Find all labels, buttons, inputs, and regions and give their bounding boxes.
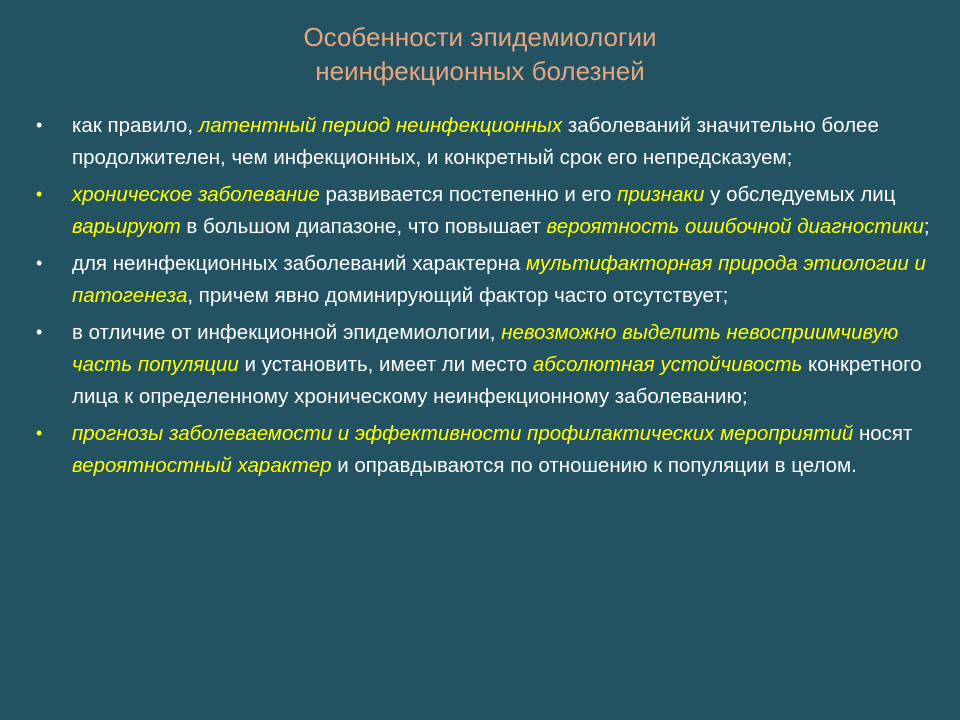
bullet-highlight: абсолютная устойчивость xyxy=(532,353,803,376)
bullet-highlight: прогнозы заболеваемости и эффективности профилактических мероприятий xyxy=(72,422,854,445)
bullet-dot-icon: • xyxy=(36,115,43,135)
title-line-1: Особенности эпидемиологии xyxy=(303,22,657,52)
bullet-item-5 xyxy=(36,418,946,482)
bullet-text: у обследуемых лиц xyxy=(704,183,896,206)
bullet-list xyxy=(36,110,946,487)
bullet-highlight: вероятность ошибочной диагностики xyxy=(546,215,924,238)
bullet-item-4 xyxy=(36,317,946,413)
bullet-dot-icon: • xyxy=(36,322,43,342)
bullet-dot-icon: • xyxy=(36,423,43,443)
bullet-text: ; xyxy=(923,215,930,238)
bullet-highlight: латентный период неинфекционных xyxy=(198,114,563,137)
bullet-text: развивается постепенно и его xyxy=(319,183,618,206)
bullet-text: и установить, имеет ли место xyxy=(238,353,533,376)
bullet-text: и оправдываются по отношению к популяции в целом. xyxy=(331,454,857,477)
bullet-text: в отличие от инфекционной эпидемиологии, xyxy=(72,321,502,344)
bullet-text: заболеваний значительно более продолжителен, чем инфекционных, и конкретный срок его непредсказуем; xyxy=(72,114,879,169)
slide-title xyxy=(0,20,960,88)
title-line-2: неинфекционных болезней xyxy=(315,56,645,86)
bullet-highlight: хроническое заболевание xyxy=(72,183,320,206)
bullet-item-1 xyxy=(36,110,946,174)
bullet-item-2 xyxy=(36,179,946,243)
bullet-highlight: мультифакторная природа этиологии и патогенеза xyxy=(72,252,926,307)
bullet-text: носят xyxy=(853,422,913,445)
bullet-text: как правило, xyxy=(72,114,199,137)
bullet-item-3 xyxy=(36,248,946,312)
bullet-text: конкретного лица к определенному хроническому неинфекционному заболеванию; xyxy=(72,353,922,408)
bullet-text: , причем явно доминирующий фактор часто отсутствует; xyxy=(187,284,729,307)
bullet-text: в большом диапазоне, что повышает xyxy=(180,215,547,238)
bullet-text: для неинфекционных заболеваний характерна xyxy=(72,252,527,275)
bullet-dot-icon: • xyxy=(36,184,43,204)
bullet-highlight: вероятностный характер xyxy=(72,454,332,477)
bullet-highlight: признаки xyxy=(617,183,705,206)
bullet-highlight: невозможно выделить невосприимчивую часть популяции xyxy=(72,321,899,376)
bullet-dot-icon: • xyxy=(36,253,43,273)
bullet-highlight: варьируют xyxy=(72,215,181,238)
